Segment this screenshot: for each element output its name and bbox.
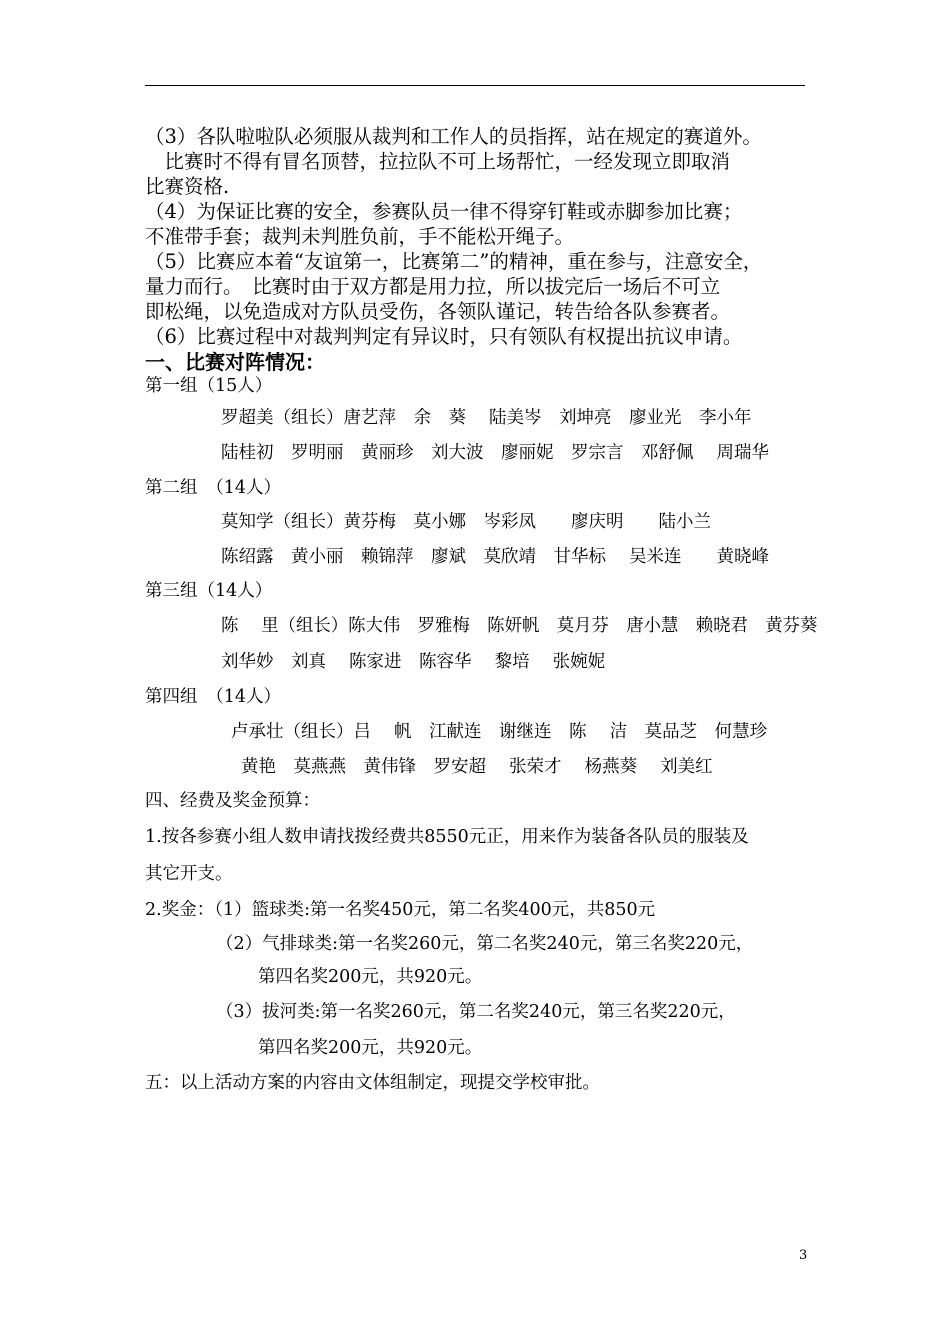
budget-line: 第四名奖200元，共920元。 <box>258 967 483 987</box>
rule-line: 不准带手套；裁判未判胜负前，手不能松开绳子。 <box>145 225 575 248</box>
group-members: 陈绍露 黄小丽 赖锦萍 廖斌 莫欣靖 甘华标 吴米连 黄晓峰 <box>221 547 770 567</box>
rule-line: （6）比赛过程中对裁判判定有异议时，只有领队有权提出抗议申请。 <box>145 325 743 348</box>
group-members: 罗超美（组长）唐艺萍 余 葵 陆美岑 刘坤亮 廖业光 李小年 <box>221 408 752 428</box>
group-label: 第二组 （14人） <box>145 478 282 498</box>
budget-line: 2.奖金：（1）篮球类:第一名奖450元，第二名奖400元，共850元 <box>145 900 656 920</box>
budget-line: 1.按各参赛小组人数申请找拨经费共8550元正，用来作为装备各队员的服装及 <box>145 827 749 847</box>
closing-note: 五：以上活动方案的内容由文体组制定，现提交学校审批。 <box>145 1073 600 1093</box>
budget-heading: 四、经费及奖金预算： <box>145 791 320 811</box>
budget-line: 其它开支。 <box>145 864 233 884</box>
rule-line: （5）比赛应本着“友谊第一，比赛第二”的精神，重在参与，注意安全， <box>145 250 763 273</box>
group-members: 陆桂初 罗明丽 黄丽珍 刘大波 廖丽妮 罗宗言 邓舒佩 周瑞华 <box>221 443 770 463</box>
group-label: 第一组（15人） <box>145 376 273 396</box>
group-members: 莫知学（组长）黄芬梅 莫小娜 岑彩凤 廖庆明 陆小兰 <box>221 512 711 532</box>
rule-line: 即松绳，以免造成对方队员受伤，各领队谨记，转告给各队参赛者。 <box>145 300 731 323</box>
group-members: 卢承壮（组长）吕 帆 江献连 谢继连 陈 洁 莫品芝 何慧珍 <box>231 722 768 742</box>
rule-line: （4）为保证比赛的安全，参赛队员一律不得穿钉鞋或赤脚参加比赛； <box>145 200 743 223</box>
rule-line: 比赛时不得有冒名顶替，拉拉队不可上场帮忙，一经发现立即取消 <box>145 150 731 173</box>
page-number: 3 <box>799 1248 808 1263</box>
group-members: 黄艳 莫燕燕 黄伟锋 罗安超 张荣才 杨燕葵 刘美红 <box>241 757 713 777</box>
budget-line: （3）拔河类:第一名奖260元，第二名奖240元，第三名奖220元， <box>216 1002 736 1022</box>
group-members: 刘华妙 刘真 陈家进 陈容华 黎培 张婉妮 <box>221 652 606 672</box>
budget-line: （2）气排球类:第一名奖260元，第二名奖240元，第三名奖220元， <box>216 934 754 954</box>
rule-line: （3）各队啦啦队必须服从裁判和工作人的员指挥，站在规定的赛道外。 <box>145 125 762 148</box>
group-label: 第四组 （14人） <box>145 687 282 707</box>
rule-line: 比赛资格. <box>145 175 230 198</box>
group-label: 第三组（14人） <box>145 581 273 601</box>
header-rule <box>145 85 805 86</box>
group-members: 陈 里（组长）陈大伟 罗雅梅 陈妍帆 莫月芬 唐小慧 赖晓君 黄芬葵 <box>221 616 818 636</box>
rule-line: 量力而行。 比赛时由于双方都是用力拉，所以拔完后一场后不可立 <box>145 275 721 298</box>
budget-line: 第四名奖200元，共920元。 <box>258 1038 483 1058</box>
lineup-heading: 一、比赛对阵情况： <box>145 350 325 374</box>
